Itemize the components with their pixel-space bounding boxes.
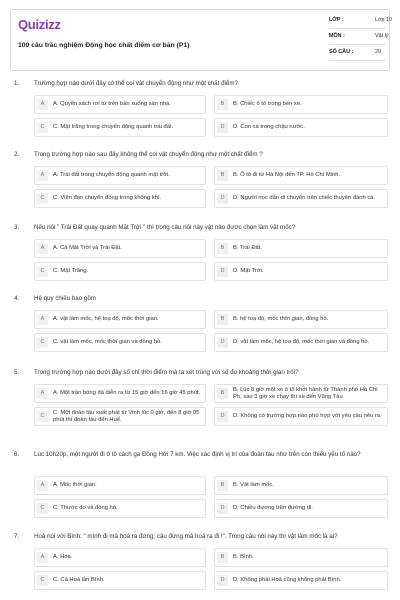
- option-letter: D: [217, 503, 228, 514]
- option-d[interactable]: [214, 262, 388, 281]
- option-b[interactable]: [214, 384, 388, 403]
- option-letter: A: [37, 388, 48, 399]
- option-text: A. Mốc thời gian.: [53, 482, 97, 488]
- question-number: 5.: [14, 369, 20, 376]
- option-text: D. Chiều dương trên đường đi.: [233, 505, 313, 511]
- question-number: 1.: [14, 80, 20, 87]
- option-text: C. Mặt Trăng.: [53, 268, 89, 274]
- option-c[interactable]: [34, 118, 206, 137]
- option-b[interactable]: [214, 548, 388, 567]
- option-letter: B: [217, 170, 228, 181]
- option-d[interactable]: [214, 189, 388, 208]
- divider: [329, 60, 385, 61]
- option-d[interactable]: [214, 407, 388, 426]
- option-a[interactable]: [34, 239, 206, 258]
- divider: [329, 28, 385, 29]
- option-c[interactable]: [34, 407, 206, 426]
- option-letter: A: [37, 243, 48, 254]
- option-text: A. Quyển sách rơi từ trên bàn xuống sàn nhà.: [53, 101, 171, 107]
- option-letter: D: [217, 411, 228, 422]
- option-letter: D: [217, 193, 228, 204]
- option-a[interactable]: [34, 476, 206, 495]
- option-a[interactable]: [34, 384, 206, 403]
- option-text: B. Vật làm mốc.: [233, 482, 274, 488]
- meta-count-label: SỐ CÂU :: [329, 49, 354, 55]
- quizizz-logo: Quizizz: [18, 17, 61, 32]
- option-d[interactable]: [214, 333, 388, 352]
- option-text: B. Bình.: [233, 554, 254, 560]
- question-text: Hoà nói với Bình: " mình đi mà hoá ra đứng; cậu đứng mà hoá ra đi !". Trong câu nói này thì vật làm mốc là ai?: [34, 533, 338, 540]
- option-letter: A: [37, 480, 48, 491]
- option-c[interactable]: [34, 571, 206, 590]
- question-text: Trong trường hợp nào sau đây không thể coi vật chuyển động như một chất điểm ?: [34, 151, 263, 158]
- question-number: 3.: [14, 224, 20, 231]
- option-text: B. Chiếc ô tô trong bến xe.: [233, 101, 302, 107]
- option-letter: C: [37, 411, 48, 422]
- option-text: D. Không có trường hợp nào phù hợp với yêu cầu nêu ra.: [233, 413, 382, 419]
- option-b[interactable]: [214, 239, 388, 258]
- question-text: Trường hợp nào dưới đây có thể coi vật chuyển động như một chất điểm?: [34, 80, 238, 87]
- option-text: B. Lúc 8 giờ một xe ô tô khởi hành từ Thành phố Hồ Chí Ph, sau 3 giờ xe chạy thì xe đến Vũng Tàu: [233, 386, 378, 400]
- option-a[interactable]: [34, 95, 206, 114]
- option-c[interactable]: [34, 333, 206, 352]
- question-text: Hệ quy chiếu bao gồm: [34, 295, 96, 302]
- option-letter: B: [217, 388, 228, 399]
- option-text: C. Cả Hoà lẫn Bình.: [53, 577, 105, 583]
- option-text: C. Viên đạn chuyển động trong không khí.: [53, 195, 162, 201]
- option-letter: D: [217, 575, 228, 586]
- option-letter: C: [37, 575, 48, 586]
- worksheet-header: [10, 9, 393, 71]
- option-letter: C: [37, 337, 48, 348]
- option-letter: C: [37, 193, 48, 204]
- option-b[interactable]: [214, 95, 388, 114]
- option-letter: C: [37, 266, 48, 277]
- option-text: C. vật làm mốc, mốc thời gian và đồng hồ.: [53, 339, 162, 345]
- meta-class-label: LỚP :: [329, 17, 344, 23]
- option-b[interactable]: [214, 476, 388, 495]
- question-number: 2.: [14, 151, 20, 158]
- question-text: Nếu nói " Trái Đất quay quanh Mặt Trời " thì trong câu nói này vật nào được chọn làm vật mốc?: [34, 224, 296, 231]
- option-b[interactable]: [214, 310, 388, 329]
- option-text: B. Ô tô đi từ Hà Nội đến TP. Hồ Chí Minh.: [233, 172, 341, 178]
- option-letter: B: [217, 552, 228, 563]
- option-a[interactable]: [34, 310, 206, 329]
- option-text: D. vật làm mốc, hệ toạ độ, mốc thời gian và đồng hồ.: [233, 339, 370, 345]
- question-number: 7.: [14, 533, 20, 540]
- meta-class-value: Lớp 10: [375, 17, 393, 23]
- meta-subject-value: Vật lý: [375, 33, 389, 39]
- option-a[interactable]: [34, 166, 206, 185]
- option-text: A. Trái đất trong chuyển động quanh mặt trời.: [53, 172, 170, 178]
- option-letter: D: [217, 122, 228, 133]
- option-letter: D: [217, 337, 228, 348]
- option-letter: A: [37, 170, 48, 181]
- option-letter: B: [217, 243, 228, 254]
- option-text: A. vật làm mốc, hệ toạ độ, mốc thời gian.: [53, 316, 159, 322]
- option-letter: A: [37, 314, 48, 325]
- option-text: D. Mặt Trời.: [233, 268, 264, 274]
- option-letter: A: [37, 552, 48, 563]
- option-letter: B: [217, 99, 228, 110]
- question-number: 4.: [14, 295, 20, 302]
- option-d[interactable]: [214, 118, 388, 137]
- meta-subject-label: MÔN :: [329, 33, 345, 39]
- question-text: Lúc 10h20p, một người đi ô tô cách ga Đồng Hới 7 km. Việc xác định vị trí của đoàn tàu như trên còn thiếu yếu tố nào?: [34, 451, 361, 458]
- option-text: D. Không phải Hoà cũng không phải Bình.: [233, 577, 342, 583]
- option-text: D. Người nọc dân di chuyển trên chiếc thuyền đánh cá.: [233, 195, 376, 201]
- option-c[interactable]: [34, 499, 206, 518]
- option-text: A. Một trận bóng đá diễn ra từ 15 giờ đến 16 giờ 45 phút.: [53, 390, 201, 396]
- question-number: 6.: [14, 451, 20, 458]
- option-text: A. Hòa.: [53, 554, 73, 560]
- option-text: C. Mặt trăng trong chuyển động quanh trái đất.: [53, 124, 174, 130]
- quiz-title: 100 câu trắc nghiệm Động học chất điểm cơ bản (P1): [18, 42, 190, 49]
- option-d[interactable]: [214, 571, 388, 590]
- option-letter: B: [217, 480, 228, 491]
- option-text: B. Trái Đất.: [233, 245, 262, 251]
- option-c[interactable]: [34, 189, 206, 208]
- option-c[interactable]: [34, 262, 206, 281]
- divider: [329, 44, 385, 45]
- option-letter: B: [217, 314, 228, 325]
- option-text: A. Cả Mặt Trời và Trái Đất.: [53, 245, 122, 251]
- option-text: C. Thước đo và đồng hồ.: [53, 505, 118, 511]
- option-letter: C: [37, 503, 48, 514]
- option-text: B. hệ toạ độ, mốc thời gian, đồng hồ.: [233, 316, 329, 322]
- option-text: C. Một đoàn tàu xuất phát từ Vinh lúc 0 giờ, đến 8 giờ 05 phút thì đoàn tàu đến Huế.: [53, 409, 200, 423]
- question-text: Trong trường hợp nào dưới đây số chỉ thời điểm mà ta xét trùng với số đo khoảng thời gian trôi?: [34, 369, 299, 376]
- option-d[interactable]: [214, 499, 388, 518]
- option-text: D. Con cá trong chậu nước.: [233, 124, 305, 130]
- option-a[interactable]: [34, 548, 206, 567]
- option-letter: A: [37, 99, 48, 110]
- option-b[interactable]: [214, 166, 388, 185]
- option-letter: C: [37, 122, 48, 133]
- option-letter: D: [217, 266, 228, 277]
- meta-count-value: 20: [375, 49, 381, 55]
